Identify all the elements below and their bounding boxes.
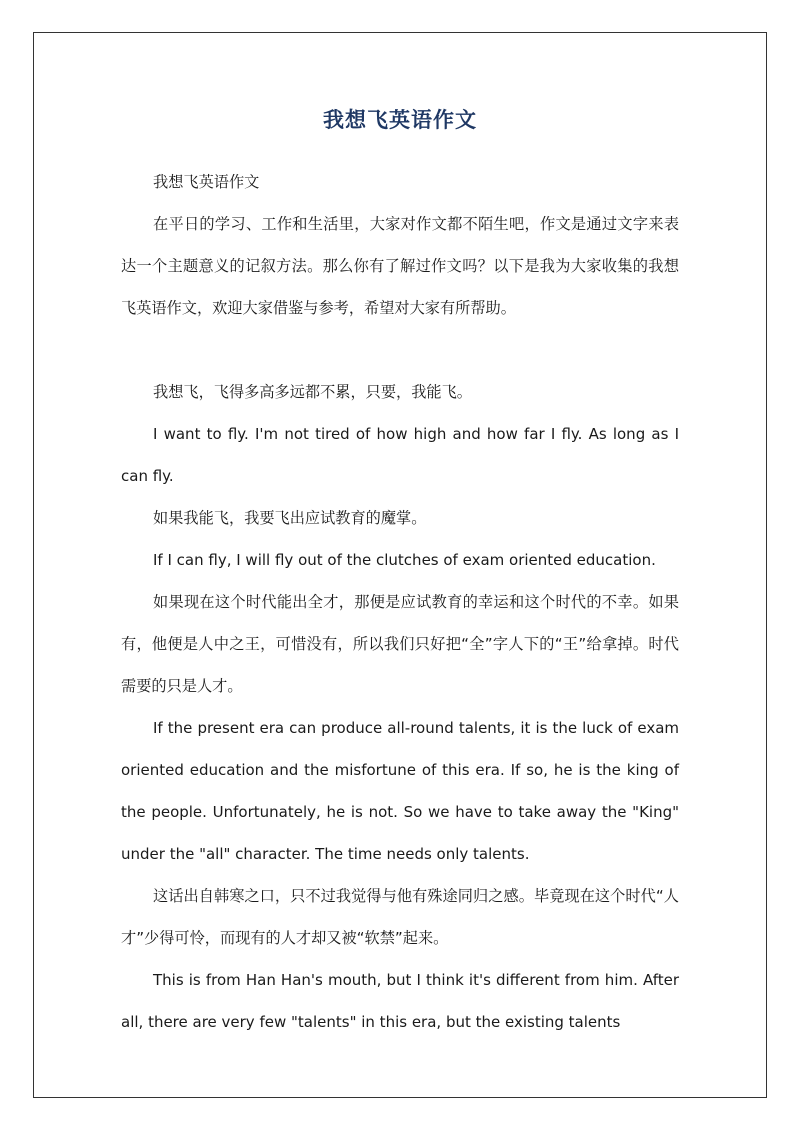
paragraph-en-1: I want to fly. I'm not tired of how high and how far I fly. As long as I can fly. (121, 425, 679, 485)
paragraph-spacer (121, 329, 679, 371)
paragraph-zh-1: 我想飞，飞得多高多远都不累，只要，我能飞。 (153, 383, 472, 401)
paragraph-intro: 在平日的学习、工作和生活里，大家对作文都不陌生吧，作文是通过文字来表达一个主题意义的记叙方法。那么你有了解过作文吗？以下是我为大家收集的我想飞英语作文，欢迎大家借鉴与参考，希望对大家有所帮助。 (121, 215, 679, 317)
paragraph-en-2: If I can fly, I will fly out of the clutches of exam oriented education. (153, 551, 656, 569)
paragraph-zh-2: 如果我能飞，我要飞出应试教育的魔掌。 (153, 509, 427, 527)
document-body (121, 161, 679, 1043)
document-title: 我想飞英语作文 (323, 108, 477, 132)
paragraph-en-4: This is from Han Han's mouth, but I think it's different from him. After all, there are very few "talents" in this era, but the existing talents (121, 971, 679, 1031)
paragraph-subtitle: 我想飞英语作文 (153, 173, 260, 191)
paragraph-en-3: If the present era can produce all-round talents, it is the luck of exam oriented education and the misfortune of this era. If so, he is the king of the people. Unfortunately, he is not. So we have to take away the "King" under the "all" character. The time needs only talents. (121, 719, 679, 863)
paragraph-zh-4: 这话出自韩寒之口，只不过我觉得与他有殊途同归之感。毕竟现在这个时代“人才”少得可怜，而现有的人才却又被“软禁”起来。 (121, 887, 679, 947)
paragraph-zh-3: 如果现在这个时代能出全才，那便是应试教育的幸运和这个时代的不幸。如果有，他便是人中之王，可惜没有，所以我们只好把“全”字人下的“王”给拿掉。时代需要的只是人才。 (121, 593, 679, 695)
